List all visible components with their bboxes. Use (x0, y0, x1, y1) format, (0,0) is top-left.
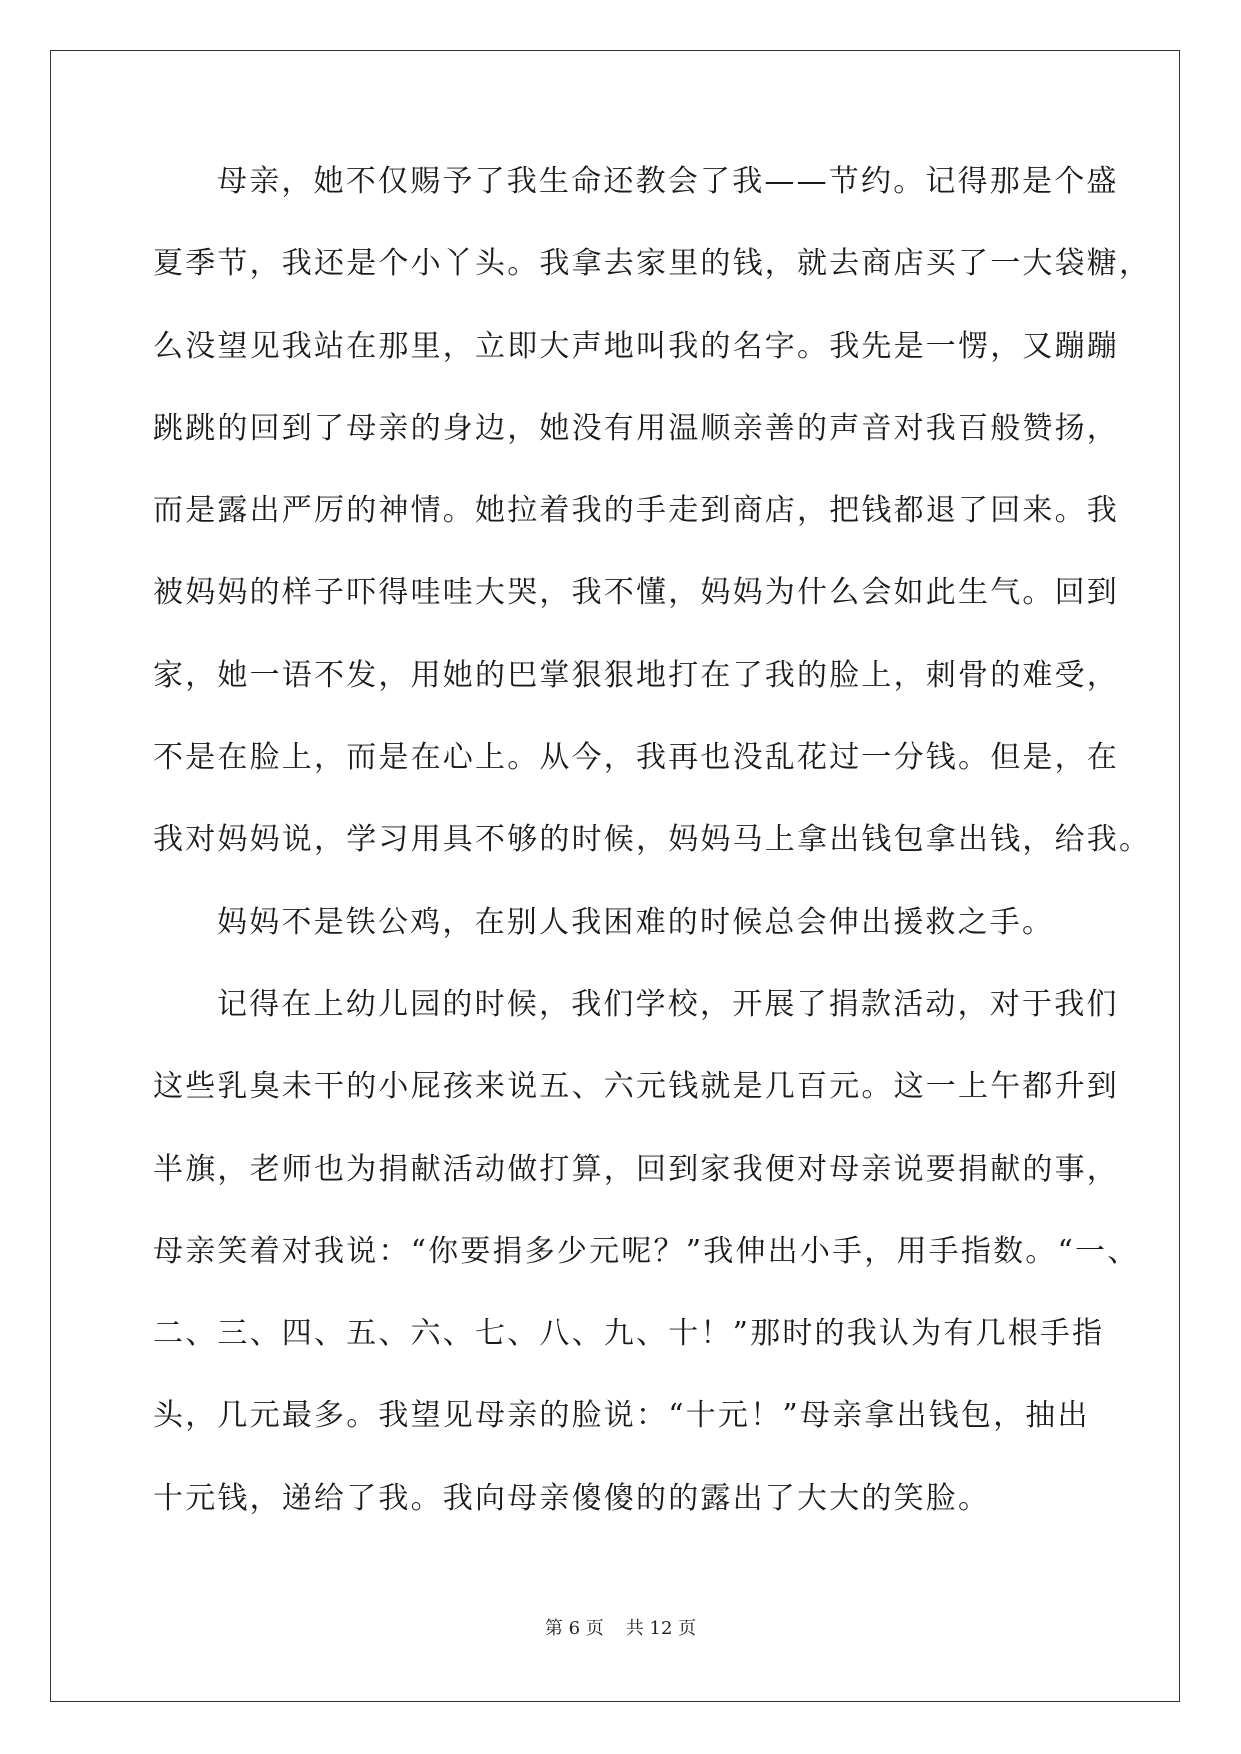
text-line: 十元钱，递给了我。我向母亲傻傻的的露出了大大的笑脸。 (153, 1480, 991, 1516)
document-body (153, 164, 1152, 1564)
text-line: 不是在脸上，而是在心上。从今，我再也没乱花过一分钱。但是，在 (153, 740, 1119, 776)
text-line: 头，几元最多。我望见母亲的脸说：“十元！”母亲拿出钱包，抽出 (153, 1398, 1090, 1434)
text-line: 么没望见我站在那里，立即大声地叫我的名字。我先是一愣，又蹦蹦 (153, 328, 1119, 364)
text-line: 家，她一语不发，用她的巴掌狠狠地打在了我的脸上，刺骨的难受， (153, 657, 1119, 693)
text-line: 妈妈不是铁公鸡，在别人我困难的时候总会伸出援救之手。 (217, 904, 1055, 940)
page-footer (0, 1618, 1241, 1640)
text-line: 被妈妈的样子吓得哇哇大哭，我不懂，妈妈为什么会如此生气。回到 (153, 575, 1119, 611)
page-total: 共 12 页 (625, 1618, 697, 1639)
text-line: 半旗，老师也为捐献活动做打算，回到家我便对母亲说要捐献的事， (153, 1151, 1119, 1187)
text-line: 而是露出严厉的神情。她拉着我的手走到商店，把钱都退了回来。我 (153, 493, 1119, 529)
text-line: 跳跳的回到了母亲的身边，她没有用温顺亲善的声音对我百般赞扬， (153, 410, 1119, 446)
text-line: 母亲笑着对我说：“你要捐多少元呢？”我伸出小手，用手指数。“一、 (153, 1233, 1140, 1269)
text-line: 这些乳臭未干的小屁孩来说五、六元钱就是几百元。这一上午都升到 (153, 1069, 1119, 1105)
text-line: 夏季节，我还是个小丫头。我拿去家里的钱，就去商店买了一大袋糖， (153, 246, 1152, 282)
page-number: 第 6 页 (544, 1618, 604, 1639)
text-line: 我对妈妈说，学习用具不够的时候，妈妈马上拿出钱包拿出钱，给我。 (153, 822, 1152, 858)
text-line: 记得在上幼儿园的时候，我们学校，开展了捐款活动，对于我们 (217, 986, 1119, 1022)
text-line: 母亲，她不仅赐予了我生命还教会了我——节约。记得那是个盛 (217, 164, 1119, 199)
text-line: 二、三、四、五、六、七、八、九、十！”那时的我认为有几根手指 (153, 1316, 1105, 1352)
